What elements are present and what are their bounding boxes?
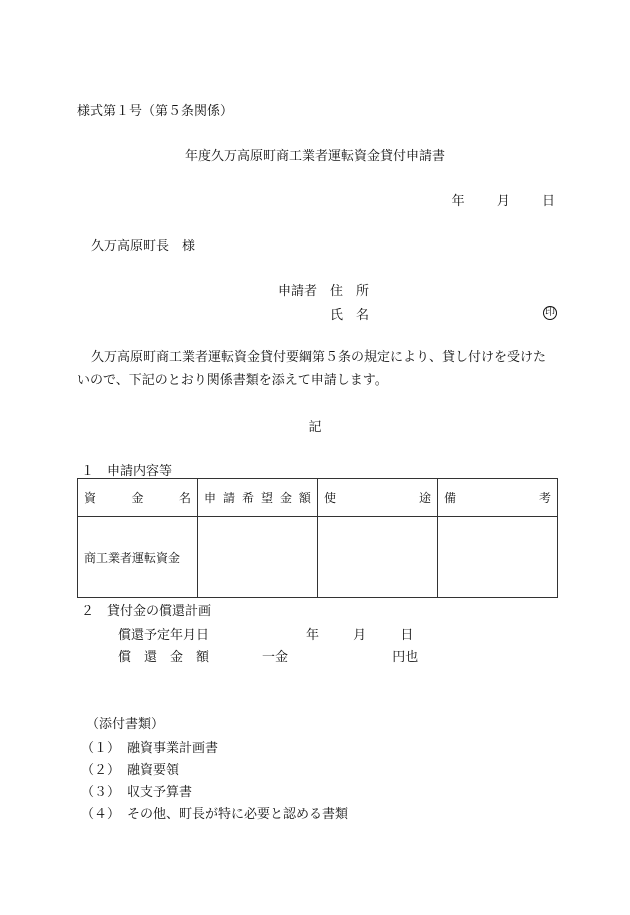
document-title: 年度久万高原町商工業者運転資金貸付申請書 (184, 149, 445, 164)
attachment-number: （２） (81, 763, 121, 778)
repay-amount-field (262, 646, 418, 665)
table-row (78, 517, 558, 598)
col-fund-name (78, 479, 198, 517)
column-header-char: 申 (204, 491, 217, 505)
attachments-heading: （添付書類） (86, 717, 165, 732)
column-header-char: 請 (222, 491, 235, 505)
column-header-char: 望 (260, 491, 273, 505)
list-item (81, 759, 179, 778)
date-year: 年 (451, 194, 465, 209)
repay-day: 日 (400, 628, 414, 643)
column-header-char: 希 (241, 491, 254, 505)
seal-mark: 印 (545, 307, 555, 318)
applicant-address-label: 申請者 住 所 (278, 284, 370, 299)
attachment-label: 収支予算書 (127, 785, 193, 800)
column-header-char: 備 (444, 491, 457, 505)
form-number: 様式第１号（第５条関係） (77, 104, 234, 119)
application-table (77, 478, 558, 598)
repay-amount-label: 償 還 金 額 (118, 650, 210, 665)
column-header-char: 資 (84, 491, 97, 505)
col-use (318, 479, 438, 517)
col-requested-amount (198, 479, 318, 517)
list-item (81, 781, 192, 800)
column-header-char: 金 (279, 491, 292, 505)
repay-amount-prefix: 一金 (262, 650, 289, 665)
column-header-char: 考 (538, 491, 551, 505)
column-header-char: 途 (418, 491, 431, 505)
list-item (81, 737, 218, 756)
column-header-char: 額 (298, 491, 311, 505)
repay-month: 月 (353, 628, 367, 643)
applicant-name-label: 氏 名 (330, 308, 370, 323)
col-remarks (438, 479, 558, 517)
attachment-label: 融資事業計画書 (127, 741, 219, 756)
ki-heading: 記 (308, 420, 322, 435)
column-header-char: 名 (178, 491, 191, 505)
column-header-char: 金 (131, 491, 144, 505)
date-line (452, 190, 555, 209)
repay-amount-suffix: 円也 (392, 650, 419, 665)
addressee: 久万高原町長 様 (91, 239, 196, 254)
repay-date-label: 償還予定年月日 (118, 628, 210, 643)
attachment-number: （１） (81, 741, 121, 756)
attachment-label: 融資要領 (127, 763, 180, 778)
section1-heading: １ 申請内容等 (81, 464, 173, 479)
cell-use[interactable] (318, 517, 438, 598)
repay-date-fields (306, 624, 413, 643)
date-day: 日 (541, 194, 555, 209)
attachment-number: （３） (81, 785, 121, 800)
repay-year: 年 (306, 628, 320, 643)
cell-fund-name: 商工業者運転資金 (78, 517, 198, 598)
list-item (81, 803, 348, 822)
cell-amount[interactable] (198, 517, 318, 598)
attachment-number: （４） (81, 807, 121, 822)
section2-heading: ２ 貸付金の償還計画 (81, 604, 212, 619)
cell-remarks[interactable] (438, 517, 558, 598)
body-paragraph: 久万高原町商工業者運転資金貸付要綱第５条の規定により、貸し付けを受けたいので、下記のとおり関係書類を添えて申請します。 (77, 350, 547, 388)
column-header-char: 使 (324, 491, 337, 505)
attachment-label: その他、町長が特に必要と認める書類 (127, 807, 349, 822)
table-header-row (78, 479, 558, 517)
date-month: 月 (496, 194, 510, 209)
